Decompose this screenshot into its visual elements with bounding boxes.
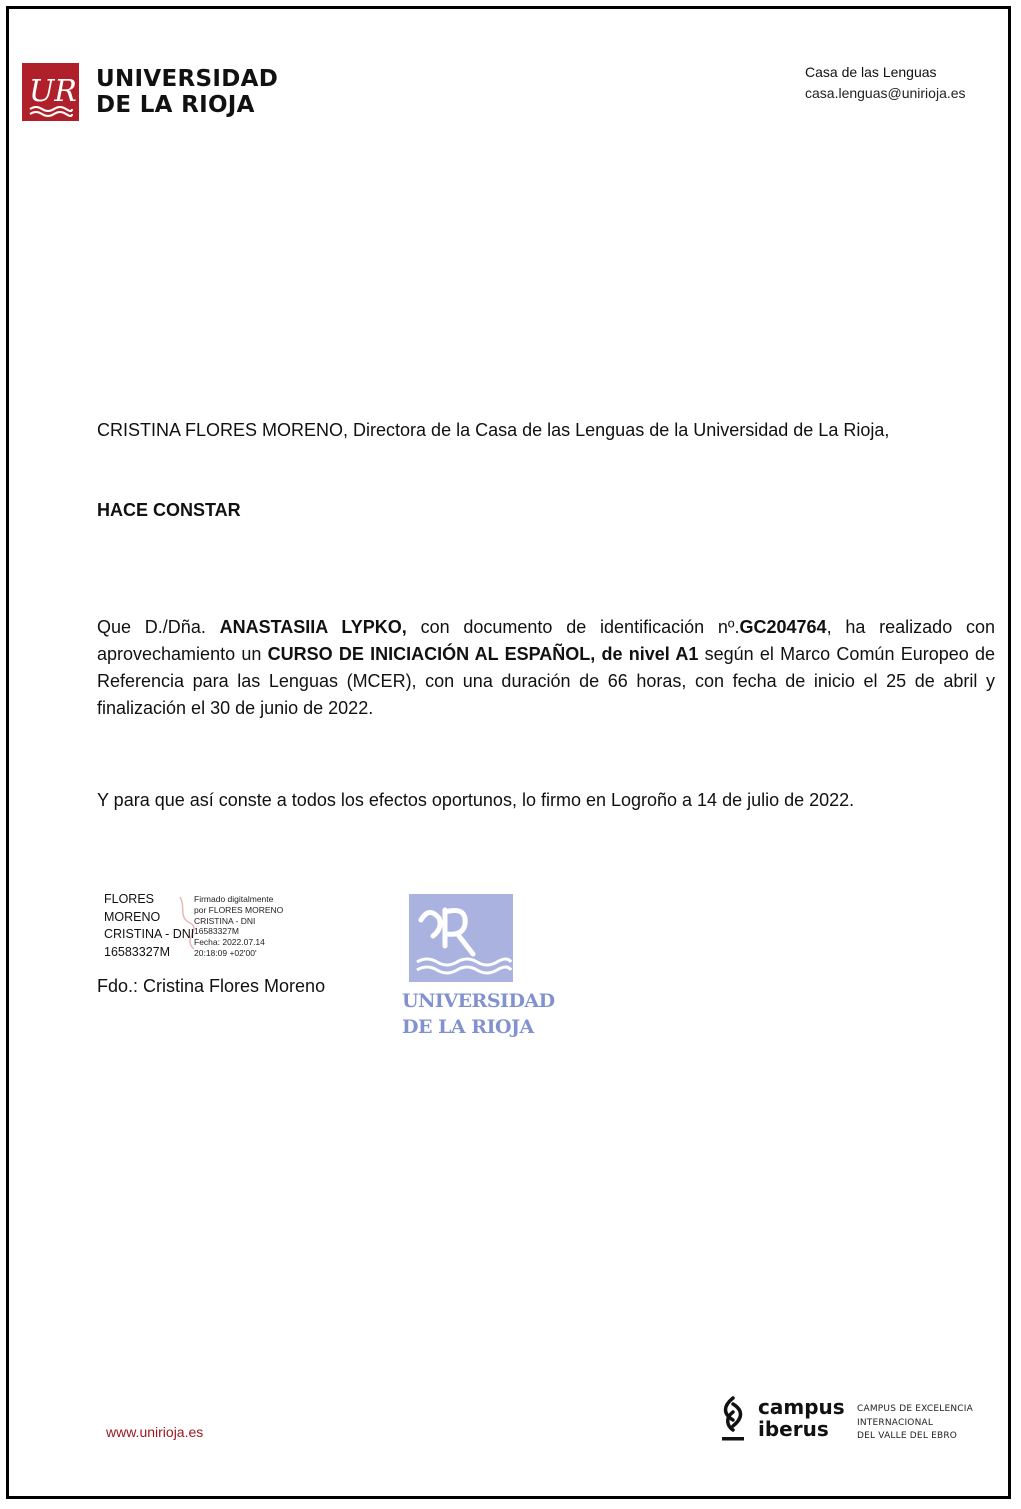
- department-email[interactable]: casa.lenguas@unirioja.es: [805, 85, 966, 101]
- intro-paragraph: CRISTINA FLORES MORENO, Directora de la Casa de las Lenguas de la Universidad de La Rioja,: [97, 420, 890, 440]
- university-stamp-icon: [407, 890, 515, 985]
- logo-mark: UR: [29, 74, 77, 109]
- campus-iberus-logo-icon: [719, 1396, 747, 1444]
- document-id: GC204764: [739, 617, 827, 637]
- signer-name-block: [104, 891, 194, 961]
- stamp-text: [402, 988, 555, 1040]
- signature-detail-line: CRISTINA - DNI: [194, 915, 256, 926]
- university-name-line1: UNIVERSIDAD: [96, 66, 279, 92]
- digital-signature-details: [194, 894, 283, 959]
- signature-detail-line: 16583327M: [194, 926, 239, 937]
- signed-by-label: Fdo.: Cristina Flores Moreno: [97, 976, 326, 996]
- closing-paragraph: Y para que así conste a todos los efectos oportunos, lo firmo en Logroño a 14 de julio de 2022.: [97, 790, 855, 810]
- campus-tag-line: INTERNACIONAL: [857, 1417, 934, 1428]
- signature-detail-line: Fecha: 2022.07.14: [194, 937, 265, 948]
- signature-detail-line: por FLORES MORENO: [194, 904, 284, 915]
- signer-name-line: CRISTINA - DNI: [104, 927, 195, 941]
- campus-word-line1: campus: [758, 1395, 845, 1419]
- signature-detail-line: 20:18:09 +02'00': [194, 947, 257, 958]
- signer-name-line: 16583327M: [104, 944, 171, 959]
- main-text-3: , ha realizado con aprovechamiento un: [97, 617, 996, 664]
- main-text-4: según el Marco Común Europeo de Referencia para las Lenguas (MCER), con una duración de 66 horas, con fecha de inicio el 25 de abril y finalización el 30 de junio de 2022.: [97, 644, 996, 718]
- certificate-paragraph: [97, 614, 995, 722]
- department-name: Casa de las Lenguas: [805, 64, 937, 80]
- contact-block: [805, 62, 966, 104]
- main-text-1: Que D./Dña.: [97, 617, 220, 637]
- footer-website-link[interactable]: www.unirioja.es: [106, 1424, 204, 1440]
- course-name: CURSO DE INICIACIÓN AL ESPAÑOL, de nivel A1: [267, 644, 699, 664]
- campus-tag-line: CAMPUS DE EXCELENCIA: [857, 1404, 973, 1414]
- stamp-line2: DE LA RIOJA: [402, 1016, 534, 1038]
- university-name-line2: DE LA RIOJA: [96, 92, 255, 118]
- campus-tagline: [857, 1403, 973, 1444]
- university-logo-icon: [22, 63, 79, 121]
- signer-name-line: FLORES: [104, 892, 155, 906]
- main-text-2: con documento de identificación nº.: [406, 617, 740, 637]
- campus-tag-line: DEL VALLE DEL EBRO: [857, 1431, 958, 1441]
- hace-constar-heading: HACE CONSTAR: [97, 500, 241, 520]
- signature-detail-line: Firmado digitalmente: [194, 894, 274, 904]
- campus-iberus-wordmark: [758, 1396, 845, 1440]
- stamp-line1: UNIVERSIDAD: [402, 990, 555, 1012]
- campus-word-line2: iberus: [758, 1417, 829, 1441]
- signer-name-line: MORENO: [104, 909, 161, 924]
- document-border: [6, 6, 1011, 1499]
- student-name: ANASTASIIA LYPKO,: [219, 617, 407, 637]
- university-name: [96, 66, 278, 118]
